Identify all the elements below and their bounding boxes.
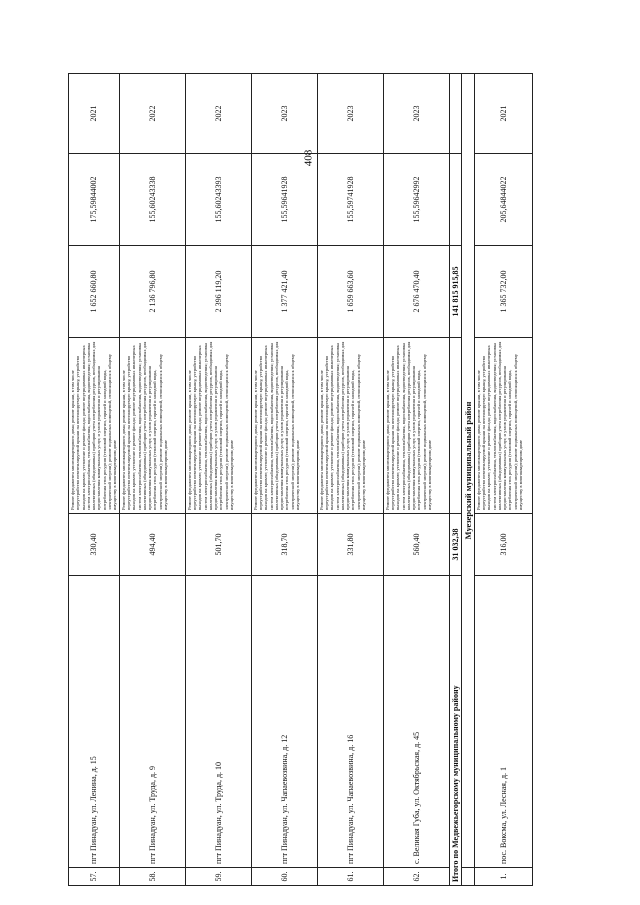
cost-cell: 2 676 470,40 <box>383 246 449 338</box>
total-empty-cell <box>449 338 461 514</box>
row-number: 57. <box>69 868 120 886</box>
cost-cell: 1 659 663,60 <box>317 246 383 338</box>
unit-cost-cell: 155,59641928 <box>251 154 317 246</box>
year-cell: 2022 <box>119 74 185 154</box>
table-row <box>185 74 251 886</box>
unit-cost-cell: 155,59741928 <box>317 154 383 246</box>
total-empty-cell <box>449 154 461 246</box>
area-cell: 316,00 <box>474 514 532 576</box>
total-empty-cell <box>449 74 461 154</box>
works-cell: Ремонт фундамента многоквартирного дома; ремонт крыши, в том числе переустройство невентилируемой крыши на вентилируемую крышу, устройство выходов на кровлю; утепление и ремонт фасада; ремонт внутридомовых инженерных систем электроснабжения, теплоснабжения, водоснабжения, водоотведения; установка коллективных (общедомовых) приборов учета потребления ресурсов, необходимых для предоставления коммунальных услуг, и узлов управления и регулирования потребления этих ресурсов (тепловой энергии, горячей и холодной воды, электрической энергии); ремонт подвальных помещений, относящихся к общему имуществу в многоквартирном доме <box>383 338 449 514</box>
table-row <box>383 74 449 886</box>
total-cost: 141 815 915,85 <box>449 246 461 338</box>
row-number: 60. <box>251 868 317 886</box>
address-cell: пгт Пинадуан, ул. Чапаевозвина, д. 16 <box>317 576 383 868</box>
address-cell: пгт Пинадуан, ул. Ленина, д. 15 <box>69 576 120 868</box>
cost-cell: 2 396 119,20 <box>185 246 251 338</box>
year-cell: 2023 <box>317 74 383 154</box>
address-cell: пгт Пинадуан, ул. Труда, д. 10 <box>185 576 251 868</box>
area-cell: 330,40 <box>69 514 120 576</box>
area-cell: 331,80 <box>317 514 383 576</box>
unit-cost-cell: 155,59642992 <box>383 154 449 246</box>
district-empty-cell <box>461 868 474 886</box>
row-number: 59. <box>185 868 251 886</box>
year-cell: 2022 <box>185 74 251 154</box>
table-row <box>474 74 532 886</box>
unit-cost-cell: 155,60243393 <box>185 154 251 246</box>
rotated-sheet <box>68 74 530 886</box>
table-row <box>251 74 317 886</box>
cost-cell: 1 377 421,40 <box>251 246 317 338</box>
area-cell: 501,70 <box>185 514 251 576</box>
year-cell: 2021 <box>69 74 120 154</box>
year-cell: 2021 <box>474 74 532 154</box>
address-cell: пос. Воксма, ул. Лесная, д. 1 <box>474 576 532 868</box>
table-rotator <box>68 74 530 886</box>
address-cell: пгт Пинадуан, ул. Чапаевозвина, д. 12 <box>251 576 317 868</box>
page-number: 408 <box>302 149 315 167</box>
works-cell: Ремонт фундамента многоквартирного дома; ремонт крыши, в том числе переустройство невентилируемой крыши на вентилируемую крышу, устройство выходов на кровлю; утепление и ремонт фасада; ремонт внутридомовых инженерных систем электроснабжения, теплоснабжения, водоснабжения, водоотведения; установка коллективных (общедомовых) приборов учета потребления ресурсов, необходимых для предоставления коммунальных услуг, и узлов управления и регулирования потребления этих ресурсов (тепловой энергии, горячей и холодной воды, электрической энергии); ремонт подвальных помещений, относящихся к общему имуществу в многоквартирном доме <box>474 338 532 514</box>
table-row <box>317 74 383 886</box>
unit-cost-cell: 175,59844002 <box>69 154 120 246</box>
works-cell: Ремонт фундамента многоквартирного дома; ремонт крыши, в том числе переустройство невентилируемой крыши на вентилируемую крышу, устройство выходов на кровлю; утепление и ремонт фасада; ремонт внутридомовых инженерных систем электроснабжения, теплоснабжения, водоснабжения, водоотведения; установка коллективных (общедомовых) приборов учета потребления ресурсов, необходимых для предоставления коммунальных услуг, и узлов управления и регулирования потребления этих ресурсов (тепловой энергии, горячей и холодной воды, электрической энергии); ремонт подвальных помещений, относящихся к общему имуществу в многоквартирном доме <box>317 338 383 514</box>
area-cell: 318,70 <box>251 514 317 576</box>
works-cell: Ремонт фундамента многоквартирного дома; ремонт крыши, в том числе переустройство невентилируемой крыши на вентилируемую крышу, устройство выходов на кровлю; утепление и ремонт фасада; ремонт внутридомовых инженерных систем электроснабжения, теплоснабжения, водоснабжения, водоотведения; установка коллективных (общедомовых) приборов учета потребления ресурсов, необходимых для предоставления коммунальных услуг, и узлов управления и регулирования потребления этих ресурсов (тепловой энергии, горячей и холодной воды, электрической энергии); ремонт подвальных помещений, относящихся к общему имуществу в многоквартирном доме <box>119 338 185 514</box>
row-number: 58. <box>119 868 185 886</box>
area-cell: 560,40 <box>383 514 449 576</box>
district-header-row <box>461 74 474 886</box>
address-cell: с. Великая Губа, ул. Октябрьская, д. 45 <box>383 576 449 868</box>
row-number: 1. <box>474 868 532 886</box>
year-cell: 2023 <box>383 74 449 154</box>
cost-cell: 2 136 796,80 <box>119 246 185 338</box>
unit-cost-cell: 155,60243338 <box>119 154 185 246</box>
works-cell: Ремонт фундамента многоквартирного дома; ремонт крыши, в том числе переустройство невентилируемой крыши на вентилируемую крышу, устройство выходов на кровлю; утепление и ремонт фасада; ремонт внутридомовых инженерных систем электроснабжения, теплоснабжения, водоснабжения, водоотведения; установка коллективных (общедомовых) приборов учета потребления ресурсов, необходимых для предоставления коммунальных услуг, и узлов управления и регулирования потребления этих ресурсов (тепловой энергии, горячей и холодной воды, электрической энергии); ремонт подвальных помещений, относящихся к общему имуществу в многоквартирном доме <box>185 338 251 514</box>
year-cell: 2023 <box>251 74 317 154</box>
cost-cell: 1 652 660,80 <box>69 246 120 338</box>
row-number: 61. <box>317 868 383 886</box>
table-row <box>119 74 185 886</box>
works-cell: Ремонт фундамента многоквартирного дома; ремонт крыши, в том числе переустройство невентилируемой крыши на вентилируемую крышу, устройство выходов на кровлю; утепление и ремонт фасада; ремонт внутридомовых инженерных систем электроснабжения, теплоснабжения, водоснабжения, водоотведения; установка коллективных (общедомовых) приборов учета потребления ресурсов, необходимых для предоставления коммунальных услуг, и узлов управления и регулирования потребления этих ресурсов (тепловой энергии, горячей и холодной воды, электрической энергии); ремонт подвальных помещений, относящихся к общему имуществу в многоквартирном доме <box>251 338 317 514</box>
total-row <box>449 74 461 886</box>
works-cell: Ремонт фундамента многоквартирного дома; ремонт крыши, в том числе переустройство невентилируемой крыши на вентилируемую крышу, устройство выходов на кровлю; утепление и ремонт фасада; ремонт внутридомовых инженерных систем электроснабжения, теплоснабжения, водоснабжения, водоотведения; установка коллективных (общедомовых) приборов учета потребления ресурсов, необходимых для предоставления коммунальных услуг, и узлов управления и регулирования потребления этих ресурсов (тепловой энергии, горячей и холодной воды, электрической энергии); ремонт подвальных помещений, относящихся к общему имуществу в многоквартирном доме <box>69 338 120 514</box>
capital-repair-table <box>68 73 533 886</box>
address-cell: пгт Пинадуан, ул. Труда, д. 9 <box>119 576 185 868</box>
table-row <box>69 74 120 886</box>
total-label: Итого по Медвежьегорскому муниципальному району <box>449 576 461 886</box>
total-area: 31 032,38 <box>449 514 461 576</box>
row-number: 62. <box>383 868 449 886</box>
unit-cost-cell: 205,64844022 <box>474 154 532 246</box>
district-name: Муезерский муниципальный район <box>461 74 474 868</box>
cost-cell: 1 365 732,00 <box>474 246 532 338</box>
area-cell: 494,40 <box>119 514 185 576</box>
